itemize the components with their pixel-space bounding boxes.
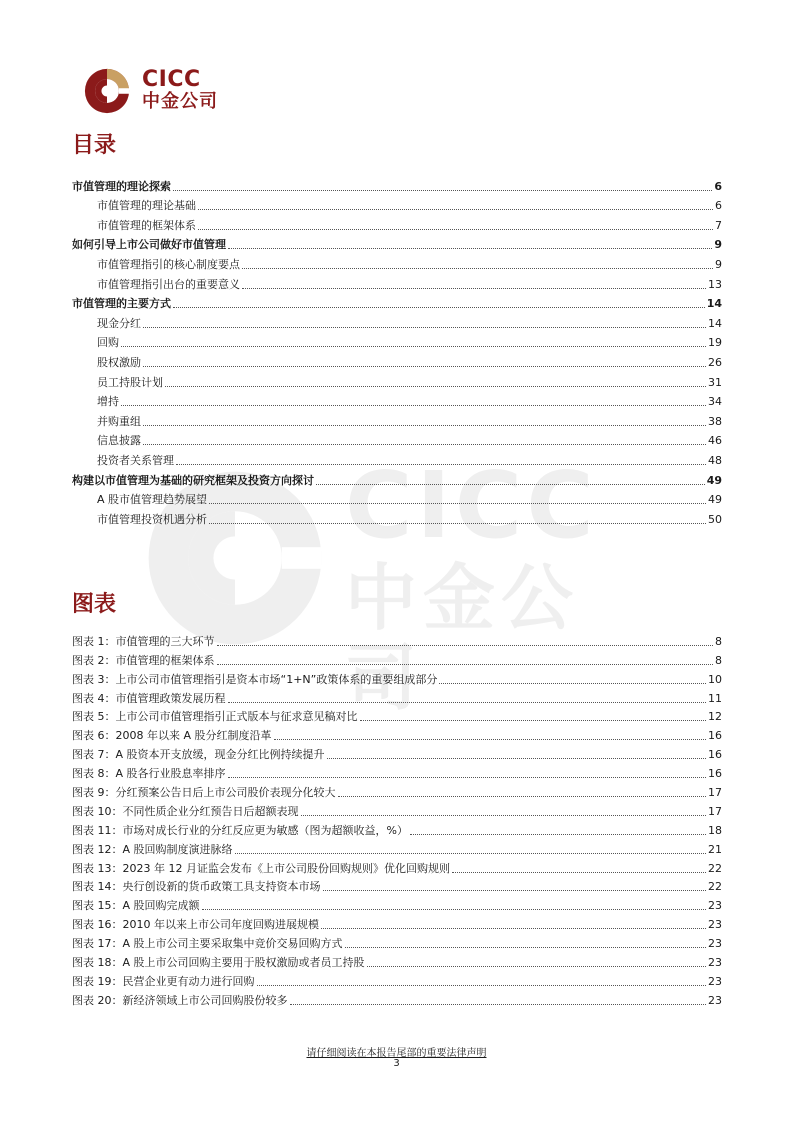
toc-list bbox=[72, 174, 722, 527]
toc-entry-title: 市值管理的主要方式 bbox=[72, 297, 171, 311]
figure-entry[interactable] bbox=[72, 970, 722, 989]
toc-entry[interactable] bbox=[72, 272, 722, 292]
toc-entry-dot-leader bbox=[242, 288, 706, 289]
toc-entry-title: 市值管理的理论基础 bbox=[97, 199, 196, 213]
figure-entry-page-number: 17 bbox=[708, 786, 722, 800]
toc-entry-page-number: 26 bbox=[708, 355, 722, 369]
toc-entry-title: 市值管理指引出台的重要意义 bbox=[97, 277, 240, 291]
figure-entry-title: 图表 13：2023 年 12 月证监会发布《上市公司股份回购规则》优化回购规则 bbox=[72, 861, 450, 875]
toc-entry[interactable] bbox=[72, 233, 722, 253]
figure-entry-page-number: 18 bbox=[708, 823, 722, 837]
toc-entry-dot-leader bbox=[121, 405, 706, 406]
toc-entry[interactable] bbox=[72, 350, 722, 370]
toc-entry-title: 构建以市值管理为基础的研究框架及投资方向探讨 bbox=[72, 473, 314, 487]
toc-entry-title: 市值管理投资机遇分析 bbox=[97, 512, 207, 526]
figure-entry-page-number: 16 bbox=[708, 767, 722, 781]
toc-entry-page-number: 9 bbox=[715, 257, 722, 271]
toc-entry-page-number: 13 bbox=[708, 277, 722, 291]
toc-entry-title: 回购 bbox=[97, 336, 119, 350]
toc-entry[interactable] bbox=[72, 174, 722, 194]
toc-entry-page-number: 14 bbox=[708, 316, 722, 330]
toc-entry-page-number: 9 bbox=[714, 238, 722, 252]
toc-entry[interactable] bbox=[72, 370, 722, 390]
toc-entry-page-number: 49 bbox=[708, 493, 722, 507]
figure-entry[interactable] bbox=[72, 989, 722, 1008]
toc-entry-page-number: 6 bbox=[714, 179, 722, 193]
figure-entry-title: 图表 6：2008 年以来 A 股分红制度沿革 bbox=[72, 729, 272, 743]
toc-entry-dot-leader bbox=[198, 229, 713, 230]
toc-entry-title: 投资者关系管理 bbox=[97, 453, 174, 467]
figure-entry-dot-leader bbox=[367, 966, 706, 967]
figure-entry[interactable] bbox=[72, 913, 722, 932]
toc-entry-page-number: 7 bbox=[715, 218, 722, 232]
figure-entry-page-number: 8 bbox=[715, 634, 722, 648]
figure-entry-title: 图表 8：A 股各行业股息率排序 bbox=[72, 767, 226, 781]
figure-entry[interactable] bbox=[72, 819, 722, 838]
logo-chinese-name: 中金公司 bbox=[142, 91, 218, 112]
toc-entry-dot-leader bbox=[176, 464, 706, 465]
figure-entry-dot-leader bbox=[235, 853, 706, 854]
figure-entry-title: 图表 7：A 股资本开支放缓，现金分红比例持续提升 bbox=[72, 748, 325, 762]
page-number: 3 bbox=[393, 1058, 400, 1069]
figure-entry-page-number: 22 bbox=[708, 861, 722, 875]
figure-entry[interactable] bbox=[72, 951, 722, 970]
figures-list bbox=[72, 630, 722, 1008]
toc-entry[interactable] bbox=[72, 213, 722, 233]
figure-entry-dot-leader bbox=[217, 645, 714, 646]
toc-entry-page-number: 46 bbox=[708, 434, 722, 448]
figure-entry-page-number: 22 bbox=[708, 880, 722, 894]
toc-entry-page-number: 48 bbox=[708, 453, 722, 467]
figure-entry[interactable] bbox=[72, 687, 722, 706]
toc-entry-title: 股权激励 bbox=[97, 355, 141, 369]
figure-entry[interactable] bbox=[72, 876, 722, 895]
figure-entry-dot-leader bbox=[410, 834, 706, 835]
figure-entry-title: 图表 17：A 股上市公司主要采取集中竞价交易回购方式 bbox=[72, 937, 343, 951]
toc-entry-page-number: 14 bbox=[706, 297, 722, 311]
toc-entry-dot-leader bbox=[143, 425, 706, 426]
figure-entry[interactable] bbox=[72, 743, 722, 762]
watermark-english-name: CICC bbox=[345, 452, 598, 559]
toc-entry-page-number: 49 bbox=[706, 473, 722, 487]
figure-entry-dot-leader bbox=[228, 777, 706, 778]
toc-entry-dot-leader bbox=[143, 366, 706, 367]
figure-entry-page-number: 12 bbox=[708, 710, 722, 724]
toc-heading: 目录 bbox=[72, 133, 117, 158]
toc-entry-title: 现金分红 bbox=[97, 316, 141, 330]
figure-entry-title: 图表 10：不同性质企业分红预告日后超额表现 bbox=[72, 804, 299, 818]
figure-entry-title: 图表 20：新经济领域上市公司回购股份较多 bbox=[72, 993, 288, 1007]
figure-entry-page-number: 23 bbox=[708, 956, 722, 970]
figure-entry-page-number: 21 bbox=[708, 842, 722, 856]
toc-entry-dot-leader bbox=[198, 209, 713, 210]
toc-entry-dot-leader bbox=[316, 484, 705, 485]
figure-entry[interactable] bbox=[72, 630, 722, 649]
toc-entry-page-number: 31 bbox=[708, 375, 722, 389]
figure-entry-dot-leader bbox=[439, 683, 706, 684]
figure-entry-page-number: 17 bbox=[708, 804, 722, 818]
toc-entry-page-number: 6 bbox=[715, 199, 722, 213]
figure-entry[interactable] bbox=[72, 894, 722, 913]
toc-entry-title: 市值管理的框架体系 bbox=[97, 218, 196, 232]
toc-entry-title: 如何引导上市公司做好市值管理 bbox=[72, 238, 226, 252]
toc-entry[interactable] bbox=[72, 292, 722, 312]
toc-entry-title: 信息披露 bbox=[97, 434, 141, 448]
toc-entry[interactable] bbox=[72, 252, 722, 272]
figure-entry-dot-leader bbox=[345, 947, 706, 948]
figure-entry-page-number: 16 bbox=[708, 748, 722, 762]
figure-entry-dot-leader bbox=[301, 815, 707, 816]
figure-entry-title: 图表 1：市值管理的三大环节 bbox=[72, 634, 215, 648]
cicc-logo bbox=[84, 68, 234, 118]
logo-english-name: CICC bbox=[142, 67, 201, 92]
figure-entry[interactable] bbox=[72, 724, 722, 743]
toc-entry-dot-leader bbox=[173, 307, 705, 308]
figure-entry-title: 图表 4：市值管理政策发展历程 bbox=[72, 691, 226, 705]
figure-entry-dot-leader bbox=[217, 664, 714, 665]
figure-entry[interactable] bbox=[72, 668, 722, 687]
figure-entry-page-number: 11 bbox=[708, 691, 722, 705]
figure-entry[interactable] bbox=[72, 781, 722, 800]
figure-entry[interactable] bbox=[72, 649, 722, 668]
figure-entry-page-number: 23 bbox=[708, 918, 722, 932]
figure-entry[interactable] bbox=[72, 706, 722, 725]
toc-entry-dot-leader bbox=[143, 327, 706, 328]
toc-entry[interactable] bbox=[72, 331, 722, 351]
toc-entry-dot-leader bbox=[173, 190, 712, 191]
figure-entry-title: 图表 12：A 股回购制度演进脉络 bbox=[72, 842, 233, 856]
figure-entry-title: 图表 3：上市公司市值管理指引是资本市场“1+N”政策体系的重要组成部分 bbox=[72, 672, 438, 686]
toc-entry-dot-leader bbox=[209, 503, 706, 504]
figure-entry-dot-leader bbox=[290, 1004, 707, 1005]
figure-entry-title: 图表 9：分红预案公告日后上市公司股价表现分化较大 bbox=[72, 786, 336, 800]
figure-entry[interactable] bbox=[72, 838, 722, 857]
toc-entry-dot-leader bbox=[209, 523, 706, 524]
figure-entry-title: 图表 16：2010 年以来上市公司年度回购进展规模 bbox=[72, 918, 319, 932]
toc-entry-title: 市值管理的理论探索 bbox=[72, 179, 171, 193]
figure-entry-dot-leader bbox=[274, 739, 706, 740]
figure-entry-page-number: 16 bbox=[708, 729, 722, 743]
figure-entry-page-number: 23 bbox=[708, 937, 722, 951]
toc-entry-dot-leader bbox=[228, 248, 712, 249]
toc-entry-title: 市值管理指引的核心制度要点 bbox=[97, 257, 240, 271]
figure-entry-title: 图表 19：民营企业更有动力进行回购 bbox=[72, 974, 255, 988]
figure-entry-title: 图表 15：A 股回购完成额 bbox=[72, 899, 200, 913]
figure-entry-page-number: 23 bbox=[708, 899, 722, 913]
toc-entry-title: A 股市值管理趋势展望 bbox=[97, 493, 208, 507]
figure-entry-dot-leader bbox=[338, 796, 707, 797]
figure-entry[interactable] bbox=[72, 800, 722, 819]
figure-entry-dot-leader bbox=[452, 872, 706, 873]
figure-entry-dot-leader bbox=[257, 985, 707, 986]
figure-entry[interactable] bbox=[72, 932, 722, 951]
figure-entry-title: 图表 18：A 股上市公司回购主要用于股权激励或者员工持股 bbox=[72, 956, 365, 970]
legal-disclaimer-note[interactable]: 请仔细阅读在本报告尾部的重要法律声明 bbox=[306, 1048, 487, 1059]
figure-entry-dot-leader bbox=[228, 702, 707, 703]
toc-entry-dot-leader bbox=[121, 346, 706, 347]
figure-entry-page-number: 8 bbox=[715, 653, 722, 667]
figure-entry-dot-leader bbox=[321, 928, 706, 929]
figure-entry[interactable] bbox=[72, 762, 722, 781]
toc-entry[interactable] bbox=[72, 311, 722, 331]
watermark-chinese-name: 中金公司 bbox=[345, 556, 580, 720]
toc-entry-title: 并购重组 bbox=[97, 414, 141, 428]
toc-entry-page-number: 19 bbox=[708, 336, 722, 350]
cicc-logo-mark-icon bbox=[84, 68, 130, 114]
toc-entry-title: 增持 bbox=[97, 395, 119, 409]
toc-entry-page-number: 34 bbox=[708, 395, 722, 409]
figure-entry-title: 图表 5：上市公司市值管理指引正式版本与征求意见稿对比 bbox=[72, 710, 358, 724]
figure-entry-dot-leader bbox=[360, 720, 707, 721]
toc-entry[interactable] bbox=[72, 390, 722, 410]
figure-entry-dot-leader bbox=[202, 909, 706, 910]
toc-entry-title: 员工持股计划 bbox=[97, 375, 163, 389]
figure-entry-title: 图表 14：央行创设新的货币政策工具支持资本市场 bbox=[72, 880, 321, 894]
figure-entry-page-number: 23 bbox=[708, 993, 722, 1007]
figure-entry-page-number: 23 bbox=[708, 974, 722, 988]
toc-entry-dot-leader bbox=[143, 444, 706, 445]
figures-heading: 图表 bbox=[72, 592, 117, 617]
toc-entry-dot-leader bbox=[242, 268, 713, 269]
toc-entry-page-number: 50 bbox=[708, 512, 722, 526]
figure-entry[interactable] bbox=[72, 857, 722, 876]
toc-entry[interactable] bbox=[72, 409, 722, 429]
toc-entry[interactable] bbox=[72, 468, 722, 488]
figure-entry-dot-leader bbox=[323, 890, 707, 891]
figure-entry-title: 图表 2：市值管理的框架体系 bbox=[72, 653, 215, 667]
toc-entry-dot-leader bbox=[165, 386, 706, 387]
toc-entry-page-number: 38 bbox=[708, 414, 722, 428]
figure-entry-title: 图表 11：市场对成长行业的分红反应更为敏感（图为超额收益，%） bbox=[72, 823, 408, 837]
toc-entry[interactable] bbox=[72, 488, 722, 508]
toc-entry[interactable] bbox=[72, 507, 722, 527]
figure-entry-dot-leader bbox=[327, 758, 706, 759]
figure-entry-page-number: 10 bbox=[708, 672, 722, 686]
toc-entry[interactable] bbox=[72, 194, 722, 214]
toc-entry[interactable] bbox=[72, 448, 722, 468]
toc-entry[interactable] bbox=[72, 429, 722, 449]
